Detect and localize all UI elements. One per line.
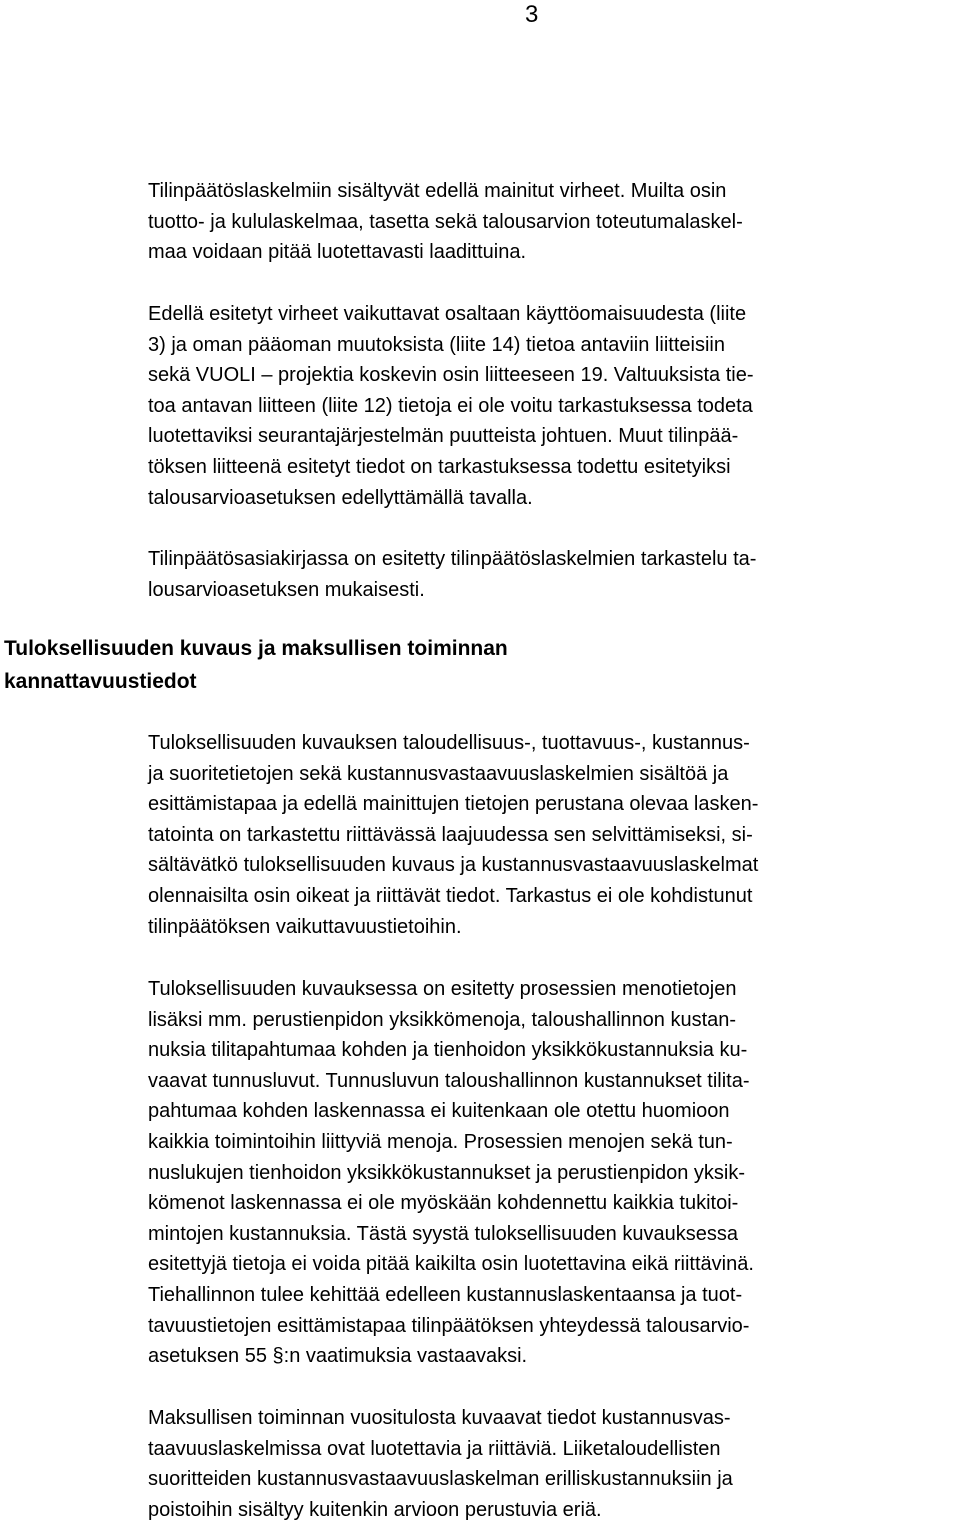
heading-line: Tuloksellisuuden kuvaus ja maksullisen toiminnan <box>4 637 508 660</box>
text-line: Tuloksellisuuden kuvauksessa on esitetty prosessien menotietojen <box>148 978 737 1000</box>
text-line: olennaisilta osin oikeat ja riittävät tiedot. Tarkastus ei ole kohdistunut <box>148 884 753 907</box>
text-line: tatointa on tarkastettu riittävässä laajuudessa sen selvittämiseksi, si- <box>148 823 753 846</box>
text-line: Edellä esitetyt virheet vaikuttavat osaltaan käyttöomaisuudesta (liite <box>148 303 747 325</box>
page-number: 3 <box>525 1 539 28</box>
text-line: töksen liitteenä esitetyt tiedot on tarkastuksessa todettu esitetyiksi <box>148 455 731 478</box>
text-line: Tuloksellisuuden kuvauksen taloudellisuus-, tuottavuus-, kustannus- <box>148 732 750 754</box>
section-heading <box>4 632 508 698</box>
text-line: nuksia tilitapahtumaa kohden ja tienhoidon yksikkökustannuksia ku- <box>148 1039 748 1062</box>
text-line: suoritteiden kustannusvastaavuuslaskelman erilliskustannuksiin ja <box>148 1468 733 1491</box>
text-line: pahtumaa kohden laskennassa ei kuitenkaan ole otettu huomioon <box>148 1100 730 1123</box>
text-line: Tilinpäätöslaskelmiin sisältyvät edellä mainitut virheet. Muilta osin <box>148 180 727 202</box>
text-line: vaavat tunnusluvut. Tunnusluvun taloushallinnon kustannukset tilita- <box>148 1069 750 1092</box>
text-line: esittämistapaa ja edellä mainittujen tietojen perustana olevaa lasken- <box>148 793 759 816</box>
text-line: lousarvioasetuksen mukaisesti. <box>148 578 425 601</box>
paragraph-1 <box>148 176 743 268</box>
heading-line: kannattavuustiedot <box>4 670 197 693</box>
text-line: tilinpäätöksen vaikuttavuustietoihin. <box>148 915 462 938</box>
text-line: ja suoritetietojen sekä kustannusvastaavuuslaskelmien sisältöä ja <box>148 762 729 785</box>
text-line: 3) ja oman pääoman muutoksista (liite 14) tietoa antaviin liitteisiin <box>148 333 725 356</box>
paragraph-2 <box>148 299 754 513</box>
text-line: esitettyjä tietoja ei voida pitää kaikilta osin luotettavina eikä riittävinä. <box>148 1253 754 1276</box>
text-line: maa voidaan pitää luotettavasti laadittuina. <box>148 241 527 264</box>
text-line: Tiehallinnon tulee kehittää edelleen kustannuslaskentaansa ja tuot- <box>148 1283 743 1306</box>
text-line: asetuksen 55 §:n vaatimuksia vastaavaksi. <box>148 1345 528 1368</box>
text-line: luotettaviksi seurantajärjestelmän puutteista johtuen. Muut tilinpää- <box>148 425 739 448</box>
text-line: kaikkia toimintoihin liittyviä menoja. Prosessien menojen sekä tun- <box>148 1130 733 1153</box>
text-line: kömenot laskennassa ei ole myöskään kohdennettu kaikkia tukitoi- <box>148 1192 739 1215</box>
text-line: talousarvioasetuksen edellyttämällä tavalla. <box>148 486 533 509</box>
paragraph-4 <box>148 728 758 942</box>
text-line: tavuustietojen esittämistapaa tilinpäätöksen yhteydessä talousarvio- <box>148 1314 750 1337</box>
text-line: sältävätkö tuloksellisuuden kuvaus ja kustannusvastaavuuslaskelmat <box>148 854 759 877</box>
text-line: Maksullisen toiminnan vuositulosta kuvaavat tiedot kustannusvas- <box>148 1407 731 1429</box>
text-line: tuotto- ja kululaskelmaa, tasetta sekä talousarvion toteutumalaskel- <box>148 210 743 233</box>
text-line: toa antavan liitteen (liite 12) tietoja ei ole voitu tarkastuksessa todeta <box>148 394 753 417</box>
paragraph-3 <box>148 544 756 605</box>
text-line: lisäksi mm. perustienpidon yksikkömenoja, taloushallinnon kustan- <box>148 1008 737 1031</box>
text-line: poistoihin sisältyy kuitenkin arvioon perustuvia eriä. <box>148 1498 602 1521</box>
text-line: taavuuslaskelmissa ovat luotettavia ja riittäviä. Liiketaloudellisten <box>148 1437 721 1460</box>
paragraph-5 <box>148 974 754 1372</box>
text-line: mintojen kustannuksia. Tästä syystä tuloksellisuuden kuvauksessa <box>148 1222 738 1245</box>
text-line: nuslukujen tienhoidon yksikkökustannukset ja perustienpidon yksik- <box>148 1161 746 1184</box>
paragraph-6 <box>148 1403 733 1525</box>
text-line: sekä VUOLI – projektia koskevin osin liitteeseen 19. Valtuuksista tie- <box>148 364 754 387</box>
text-line: Tilinpäätösasiakirjassa on esitetty tilinpäätöslaskelmien tarkastelu ta- <box>148 548 757 570</box>
